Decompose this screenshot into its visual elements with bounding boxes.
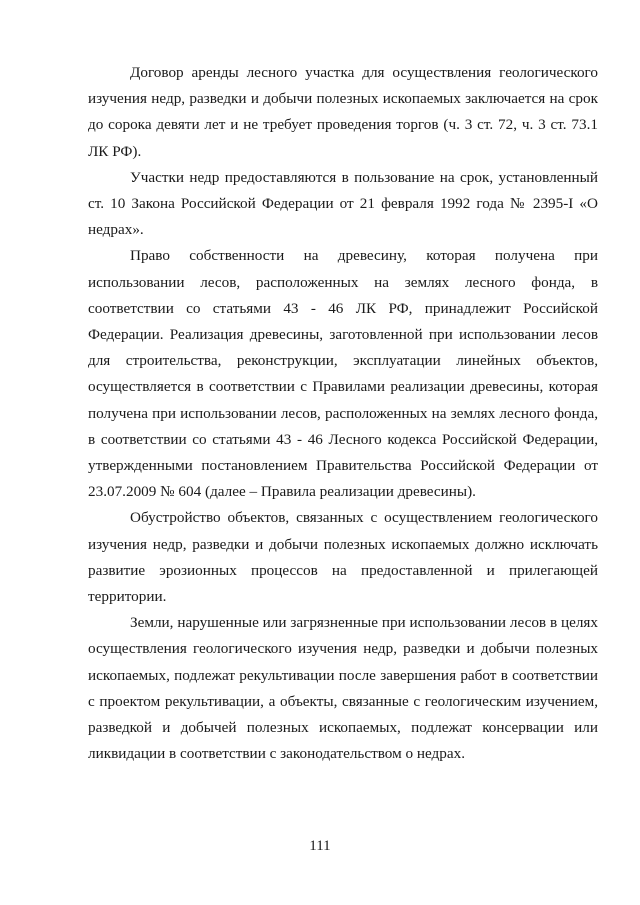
paragraph-subsoil-plots: Участки недр предоставляются в пользование на срок, установленный ст. 10 Закона Российской Федерации от 21 февраля 1992 года № 2395-I «О недрах».	[88, 168, 598, 239]
page-number: 111	[309, 838, 331, 854]
paragraph-land-reclamation: Земли, нарушенные или загрязненные при использовании лесов в целях осуществления геологического изучения недр, разведки и добычи полезных ископаемых, подлежат рекультивации после завершения работ в соответствии с проектом рекультивации, а объекты, связанные с геологическим изучением, разведкой и добычей полезных ископаемых, подлежат консервации или ликвидации в соответствии с законодательством о недрах.	[88, 614, 598, 763]
paragraph-timber-ownership: Право собственности на древесину, которая получена при использовании лесов, расположенных на землях лесного фонда, в соответствии со статьями 43 - 46 ЛК РФ, принадлежит Российской Федерации. Реализация древесины, заготовленной при использовании лесов для строительства, реконструкции, эксплуатации линейных объектов, осуществляется в соответствии с Правилами реализации древесины, которая получена при использовании лесов, расположенных на землях лесного фонда, в соответствии со статьями 43 - 46 Лесного кодекса Российской Федерации, утвержденными постановлением Правительства Российской Федерации от 23.07.2009 № 604 (далее – Правила реализации древесины).	[88, 247, 598, 501]
paragraph-lease-agreement: Договор аренды лесного участка для осуществления геологического изучения недр, разведки и добычи полезных ископаемых заключается на срок до сорока девяти лет и не требует проведения торгов (ч. 3 ст. 72, ч. 3 ст. 73.1 ЛК РФ).	[88, 64, 598, 160]
document-body	[88, 60, 598, 767]
paragraph-facility-arrangement: Обустройство объектов, связанных с осуществлением геологического изучения недр, разведки и добычи полезных ископаемых должно исключать развитие эрозионных процессов на предоставленной и прилегающей территории.	[88, 509, 598, 606]
